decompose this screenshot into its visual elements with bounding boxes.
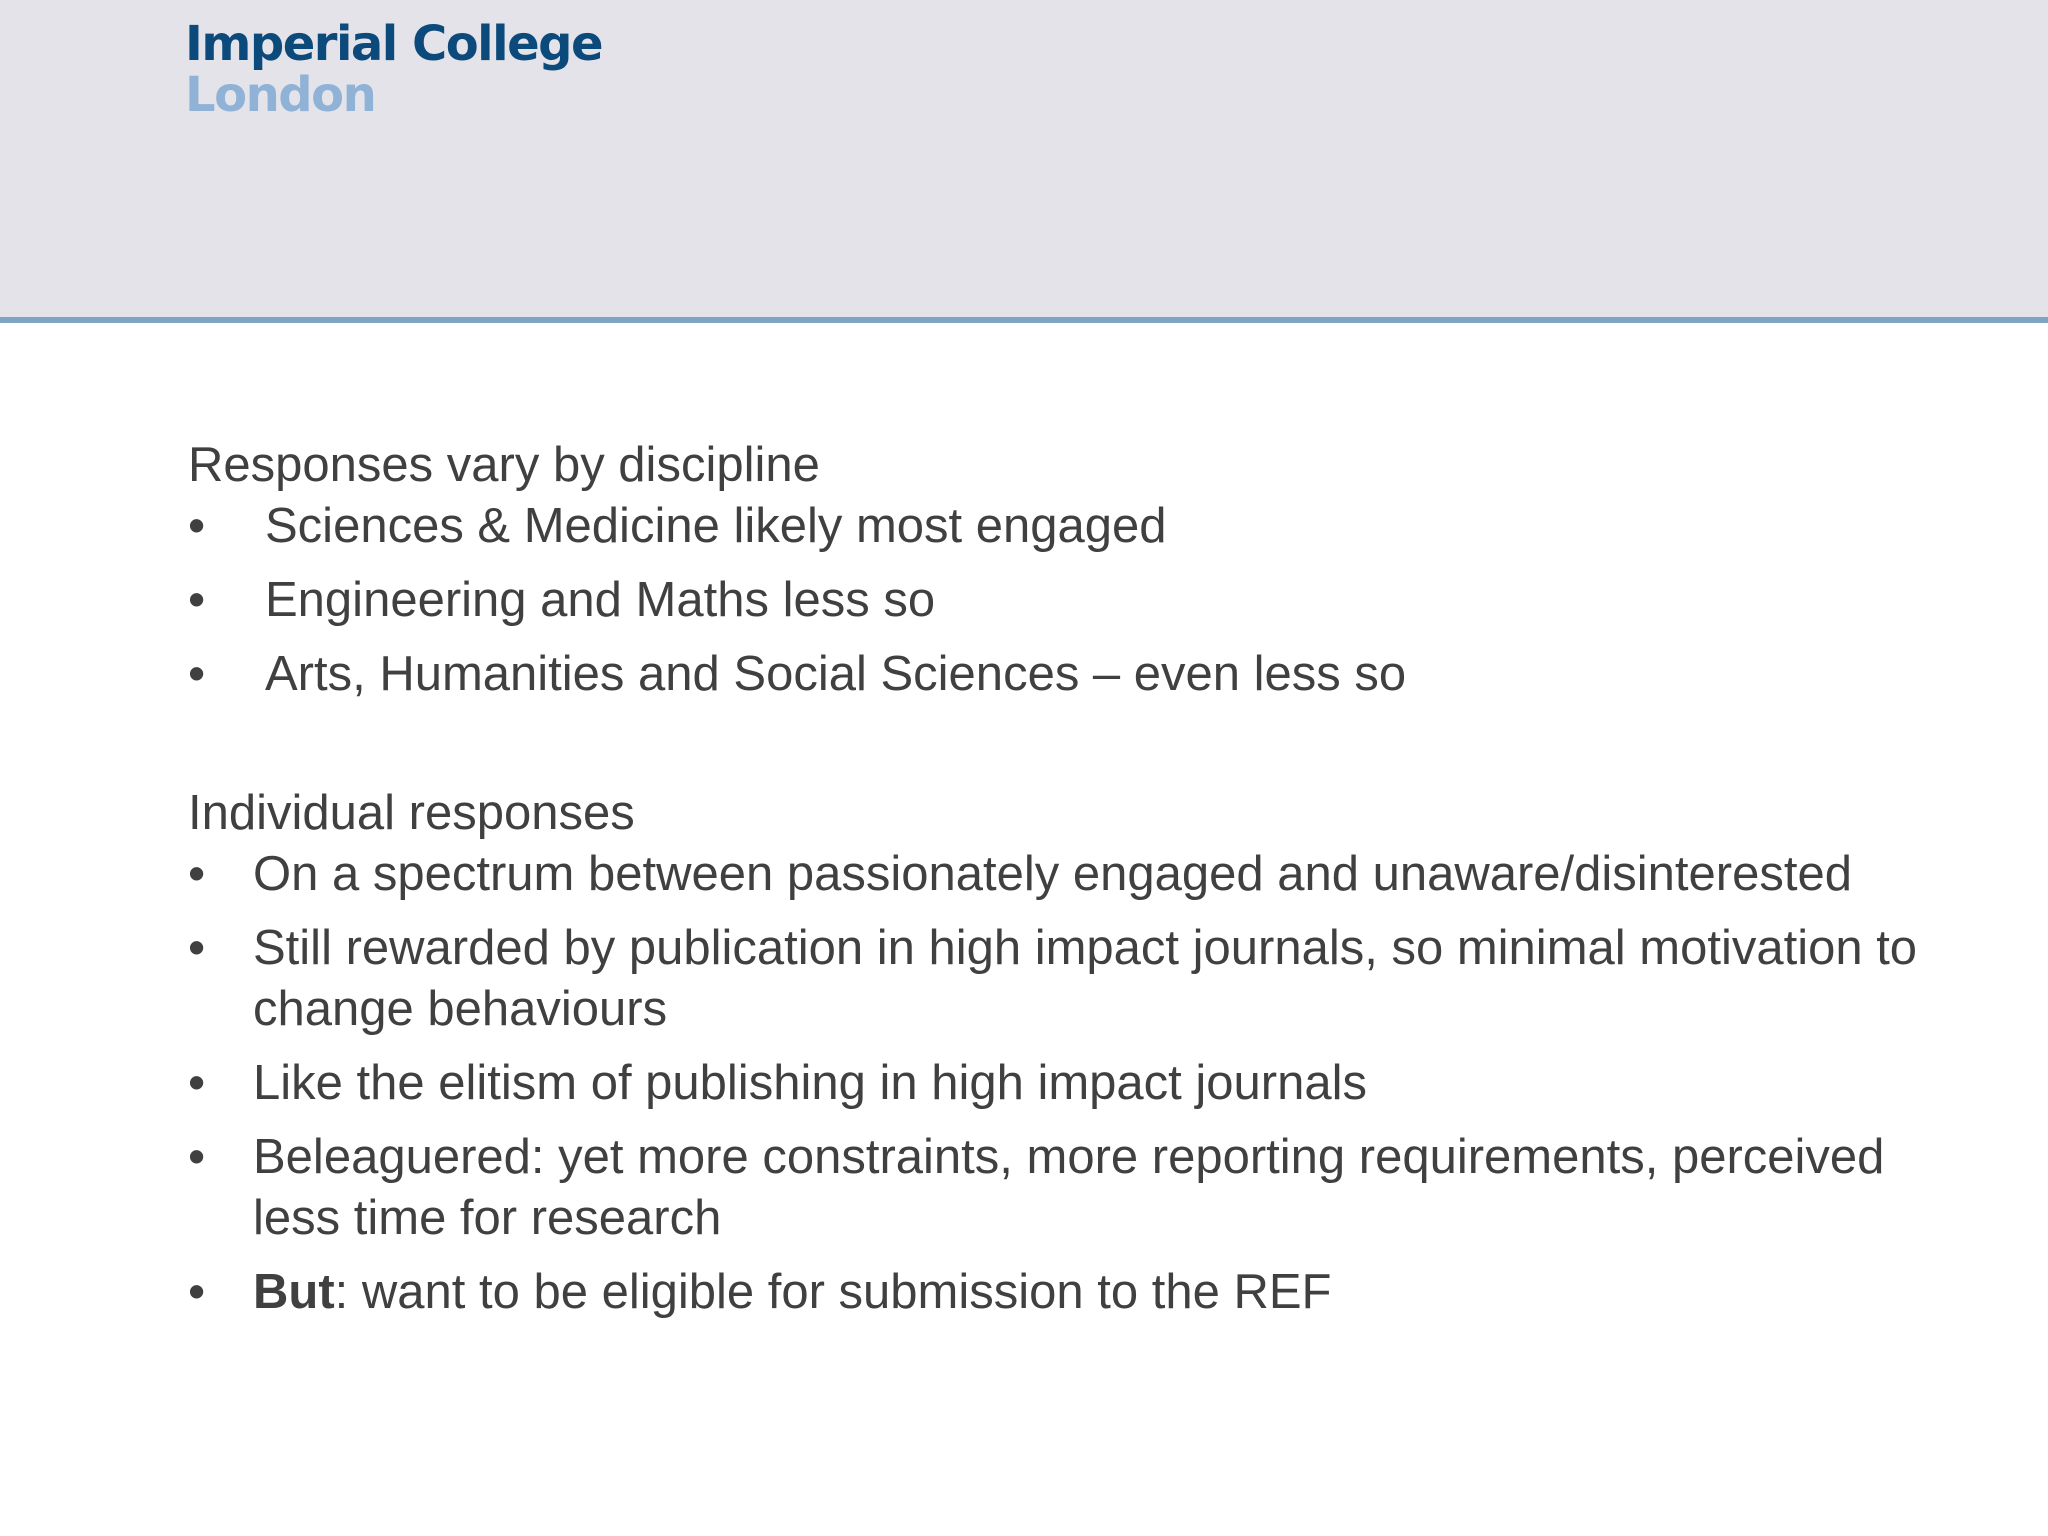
list-item: • Sciences & Medicine likely most engaged — [188, 496, 1948, 557]
slide-header — [0, 0, 2048, 323]
ref-eligibility-text: : want to be eligible for submission to the REF — [334, 1265, 1332, 1319]
list-item: • Still rewarded by publication in high impact journals, so minimal motivation to change behaviours — [188, 918, 1948, 1040]
list-item: • Engineering and Maths less so — [188, 570, 1948, 631]
individual-responses-list — [188, 844, 1948, 1323]
emphasis-but: But — [253, 1265, 335, 1319]
list-item: • Like the elitism of publishing in high impact journals — [188, 1053, 1948, 1114]
imperial-college-logo — [185, 16, 603, 123]
list-item: • Arts, Humanities and Social Sciences – even less so — [188, 644, 1948, 705]
heading-responses-by-discipline: Responses vary by discipline — [188, 438, 820, 492]
section-spacer — [188, 718, 1948, 783]
discipline-list — [188, 496, 1948, 705]
slide-body — [188, 435, 1948, 1336]
list-item: • On a spectrum between passionately engaged and unaware/disinterested — [188, 844, 1948, 905]
list-item: • Beleaguered: yet more constraints, more reporting requirements, perceived less time for research — [188, 1127, 1948, 1249]
list-item-ref-eligibility — [188, 1262, 1948, 1323]
heading-individual-responses: Individual responses — [188, 786, 635, 840]
logo-line-london: London — [185, 67, 376, 123]
logo-line-imperial-college: Imperial College — [185, 16, 603, 72]
